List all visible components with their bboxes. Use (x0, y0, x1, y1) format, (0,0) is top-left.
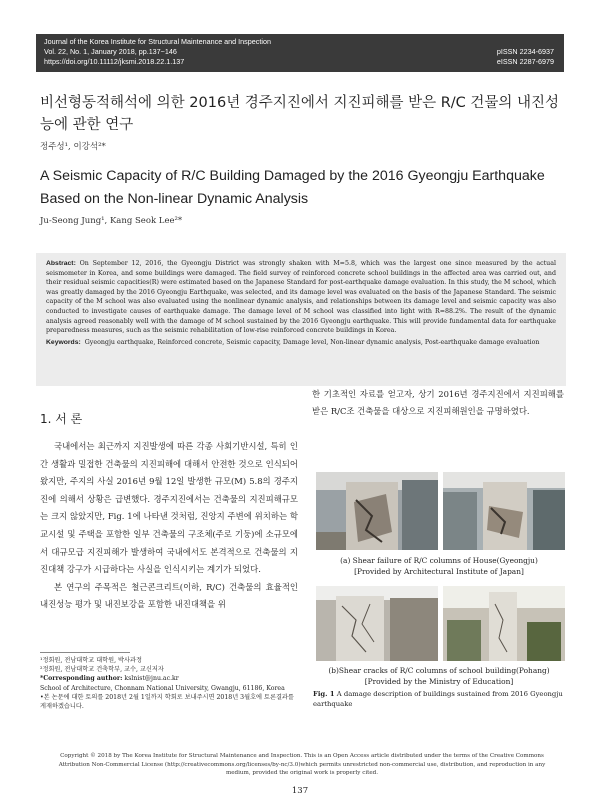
keywords-text: Gyeongju earthquake, Reinforced concrete, Seismic capacity, Damage level, Non-linear dynamic analysis, Post-earthquake damage evaluation (84, 338, 540, 346)
caption-b-line1: (b)Shear cracks of R/C columns of school building(Pohang) (328, 666, 550, 675)
journal-doi[interactable]: https://doi.org/10.11112/jksmi.2018.22.1.137 (44, 57, 185, 66)
journal-name: Journal of the Korea Institute for Structural Maintenance and Inspection (44, 37, 271, 46)
paragraph: 국내에서는 최근까지 지진발생에 따른 각종 사회기반시설, 특히 인간 생활과 밀접한 건축물의 지진피해에 대해서 안전한 것으로 인식되어 왔지만, 주지의 사실 2016년 9월 12일 발생한 규모(M) 5.8의 경주지진에 의해서 상황은 급변했다. 경주지진에서는 건축물의 지진피해규모는 크지 않았지만, Fig. 1에 나타낸 것처럼, 진앙지 주변에 위치하는 학교시설 및 주택을 포함한 일부 건축물의 구조체(주로 기둥)에 소규모에서 대규모급 지진피해가 발생하여 국내에서도 본격적으로 건축물의 지진대책 강구가 시급하다는 사실을 인식시키는 계기가 되었다. (40, 441, 298, 575)
abstract-text: On September 12, 2016, the Gyeongju District was strongly shaken with M=5.8, which was the largest one since measured by the actual seismometer in Korea, and some buildings were damaged. The field survey of reinforced concrete school buildings in the affected area was carried out, and their residual seismic capacities(R) were estimated based on the Japanese Standard for post-earthquake damage evaluation. In this study, the M school, which was greatly damaged by the 2016 Gyeongju Earthquake, was selected, and its damage level was evaluated on the basis of the Japanese Standard. The seismic capacity of the M school was also evaluated using the nonlinear dynamic analysis, and relationships between its damage level and seismic capacity was also conducted to investigate causes of earthquake damage. The damage level of M school was classified into light with R=88.2%. The result of the dynamic analysis agreed reasonably well with the damage of M school sustained by the 2016 Gyeongju earthquake. This will provide fundamental data for earthquake preparedness measures, such as the seismic rehabilitation of low-rise reinforced concrete buildings in Korea. (46, 260, 556, 335)
corresponding-label: *Corresponding author: (40, 675, 123, 683)
caption-b-line2: [Provided by the Ministry of Education] (364, 676, 514, 686)
figure-caption-a (313, 556, 565, 577)
journal-volume: Vol. 22, No. 1, January 2018, pp.137~146 (44, 47, 177, 56)
title-english: A Seismic Capacity of R/C Building Damaged by the 2016 Gyeongju Earthquake Based on the Non-linear Dynamic Analysis (40, 168, 545, 207)
pissn: pISSN 2234-6937 (496, 47, 554, 56)
body-left-column (40, 438, 298, 614)
photo-school-column-left (316, 586, 438, 661)
title-korean: 비선형동적해석에 의한 2016년 경주지진에서 지진피해를 받은 R/C 건물의 내진성능에 관한 연구 (40, 95, 560, 133)
caption-a-line1: (a) Shear failure of R/C columns of House(Gyeongju) (340, 556, 538, 565)
figure-caption-b (313, 666, 565, 687)
photo-house-column-right (443, 472, 565, 550)
eissn: eISSN 2287-6979 (496, 57, 554, 66)
copyright-notice: Copyright © 2018 by The Korea Institute for Structural Maintenance and Inspection. This is an Open Access article distributed under the terms of the Creative Commons Attribution Non-Commercial License (http://creativecommons.org/licenses/by-nc/3.0)which permits unrestricted non-commercial use, distribution, and reproduction in any medium, provided the original work is properly cited. (58, 753, 546, 777)
footnote-2: ²정회원, 전남대학교 건축학부, 교수, 교신저자 (40, 666, 164, 674)
photo-school-column-right (443, 586, 565, 661)
footnote-divider (40, 652, 130, 653)
discussion-note: •본 논문에 대한 토의를 2018년 2월 1일까지 학회로 보내주시면 2018년 3월호에 토론결과를 게재하겠습니다. (40, 693, 294, 711)
paragraph: 본 연구의 주목적은 철근콘크리트(이하, R/C) 건축물의 효율적인 내진성능 평가 및 내진보강을 포함한 내진대책을 위 (40, 581, 298, 610)
page-number: 137 (291, 786, 309, 796)
caption-a-line2: [Provided by Architectural Institute of Japan] (354, 566, 524, 576)
photo-house-column-left (316, 472, 438, 550)
keywords (46, 338, 556, 348)
abstract-box (36, 253, 566, 386)
footnote-1: ¹정회원, 전남대학교 대학원, 박사과정 (40, 657, 142, 664)
body-right-column: 한 기초적인 자료를 얻고자, 상기 2016년 경주지진에서 지진피해를 받은 R/C조 건축물을 대상으로 지진피해원인을 규명하였다. (312, 389, 564, 417)
abstract (46, 259, 556, 336)
section-heading: 1. 서 론 (40, 412, 83, 426)
keywords-label: Keywords: (46, 338, 81, 346)
figure-text: A damage description of buildings sustained from 2016 Gyeongju earthquake (313, 690, 563, 708)
journal-banner (36, 34, 564, 72)
figure-label: Fig. 1 (313, 690, 335, 698)
authors-english: Ju-Seong Jung¹, Kang Seok Lee²* (40, 216, 183, 226)
figure-1-caption (313, 690, 565, 709)
corresponding-author (40, 674, 298, 683)
corresponding-email[interactable]: kslnist@jnu.ac.kr (124, 675, 179, 683)
author-address: School of Architecture, Chonnam National University, Gwangju, 61186, Korea (40, 684, 285, 692)
footnotes (40, 656, 298, 711)
abstract-label: Abstract: (46, 260, 76, 267)
authors-korean: 정주성¹, 이강석²* (40, 142, 106, 152)
